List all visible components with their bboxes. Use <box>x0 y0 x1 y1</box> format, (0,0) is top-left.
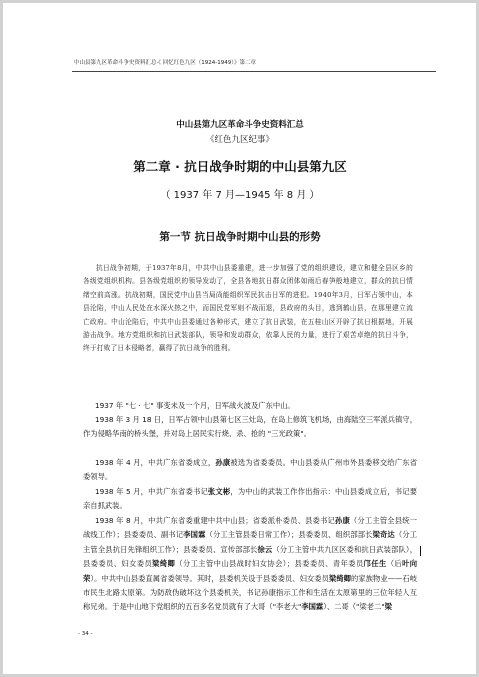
paragraph-2: 1938 年 3 月 18 日，日军占领中山县第七区三灶岛，在岛上修筑飞机场，由海陆空三军派兵镇守，作为侵略华南的桥头堡，并对岛上居民实行烧、杀、抢的 "三光政策"。 <box>83 415 417 439</box>
p5-person-name: 邝任生 <box>363 559 387 569</box>
p5-person-name: 李国霖 <box>183 530 206 540</box>
p5-person-name: 梁 <box>384 602 392 612</box>
p5-person-name: 梁奇达 <box>372 530 395 540</box>
p5-person-name: 徐云 <box>257 544 273 554</box>
header-rule <box>72 71 436 72</box>
chapter-title: 第二章 · 抗日战争时期的中山县第九区 <box>133 159 347 174</box>
p5-text-f: （分工主管中山县战时妇女协会）；县委委员、青年委员 <box>175 559 364 569</box>
p4-text-a: 1938 年 5 月，中共广东省委书记 <box>95 487 208 496</box>
chapter-dates: （ 1937 年 7 月—1945 年 8 月 ） <box>160 190 320 201</box>
p5-person-name: 梁绮卿 <box>328 573 352 583</box>
running-header: 中山县第九区革命斗争史资料汇总·《 回忆红色九区（1924-1949）》第二章 <box>74 60 256 66</box>
p5-person-name: 梁绮卿 <box>152 559 176 569</box>
p5-text-a: 1938 年 8 月，中共广东省委重建中共中山县；省委派朴委员、县委书记 <box>95 516 335 525</box>
book-title: 《红色九区纪事》 <box>205 135 274 145</box>
p4-person-name: 张文彬 <box>207 487 231 496</box>
p4-text-b: ，为中山的武装工作作出指示：中山县委成立后，书记要亲自抓武装。 <box>83 487 418 511</box>
p5-text-e: （分工主管中共九区区委和抗日武装部队），县委委员、妇女委员 <box>83 544 417 569</box>
p3-person-name: 孙康 <box>215 458 231 467</box>
text-cursor <box>420 546 421 556</box>
p5-text-j: ）、二哥（"梁老二" <box>323 602 385 612</box>
p3-text-b: 被选为省委委员。中山县委从广州市外县委移交给广东省委领导。 <box>83 458 418 482</box>
paragraph-4 <box>83 485 417 514</box>
paragraph-5 <box>83 514 417 615</box>
p5-text-g: （后 <box>386 559 403 569</box>
p5-text-i: 的家族物业——石岐市民生北路太原第。为防敌伪破坏这个县委机关，书记孙康指示工作和生活在太原第里的三位年轻人互称兄弟。于是中山地下党组织的五百多名党员就有了大哥（"李老大" <box>83 573 418 612</box>
p5-person-name: 孙康 <box>334 516 350 525</box>
page-number: - 34 - <box>78 631 93 637</box>
p5-person-name: 李国霖 <box>301 602 324 612</box>
paragraph-1: 1937 年 "七 · 七" 事变未及一个月，日军战火波及广东中山。 <box>95 401 295 410</box>
series-title: 中山县第九区革命斗争史资料汇总 <box>176 120 304 130</box>
p5-person-name: 叶向荣 <box>83 559 418 583</box>
p5-text-b: （分工主管全县统一战线工作）；县委委员、副书记 <box>83 516 418 540</box>
p5-text-d: （分工主管全县抗日先锋组织工作）；县委委员、宣传部部长 <box>83 530 417 554</box>
intro-paragraph: 抗日战争初期，于1937年8月，中共中山县委重建，进一步加强了党的组织建设，建立和健全县区乡的各级党组织机构。县各级党组织的领导发动了，全县各地抗日群众团体如雨后春笋般地建立，群众的抗日情绪空前高涨。抗战初期，国民党中山县当局尚能组织军民抗击日军的进犯。1940年3月，日军占领中山，本县沦陷，中山人民处在水深火热之中，而国民党军则不战而退，县政府的头目，逃到鹤山县，在那里建立流亡政府。中山沦陷后，中共中山县委通过各种形式，建立了抗日武装，在五桂山区开辟了抗日根据地，开展游击战争。地方党组织和抗日武装部队，领导和发动群众，依靠人民的力量，进行了艰苦卓绝的抗日斗争，终于打败了日本侵略者，赢得了抗日战争的胜利。 <box>83 264 413 353</box>
p3-text-a: 1938 年 4 月，中共广东省委成立， <box>95 458 216 467</box>
section-title: 第一节 抗日战争时期中山县的形势 <box>159 231 321 243</box>
paragraph-3 <box>83 456 417 485</box>
p5-text-c: （分工主管县委日常工作）；县委委员、组织部部长 <box>205 530 373 540</box>
p5-text-h: ）。中共中山县委直属省委领导。其时，县委机关设于县委委员、妇女委员 <box>90 573 329 583</box>
